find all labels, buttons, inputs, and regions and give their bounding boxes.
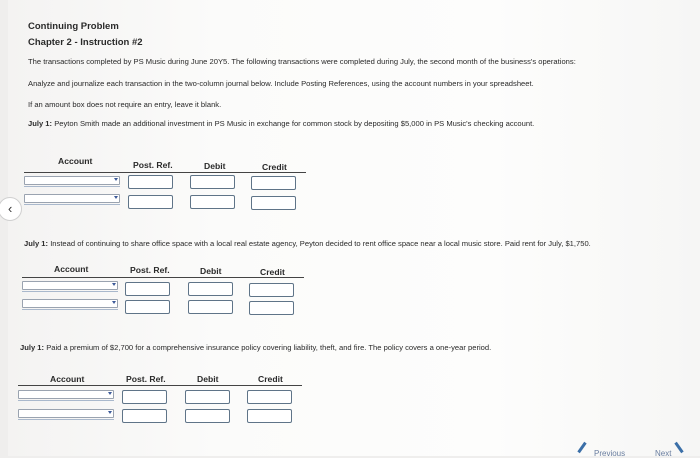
journal-3-row-2-account-select[interactable]: [18, 409, 114, 418]
column-header-debit: Debit: [197, 374, 219, 384]
journal-3-row-1-line: [18, 400, 114, 401]
journal-3-row-2-credit[interactable]: [247, 409, 292, 423]
journal-1-row-2-post-ref[interactable]: [128, 195, 173, 209]
transaction-3-text: July 1: Paid a premium of $2,700 for a comprehensive insurance policy covering liability, theft, and fire. The policy covers a one-year period.: [20, 343, 492, 352]
journal-1-row-2-line: [24, 204, 120, 205]
column-header-post-ref: Post. Ref.: [126, 374, 166, 384]
previous-button[interactable]: Previous: [594, 449, 626, 458]
column-header-account: Account: [54, 264, 89, 274]
journal-1-row-2-credit[interactable]: [251, 196, 296, 210]
chevron-left-icon: ‹: [8, 201, 13, 216]
journal-2-row-1-line: [22, 291, 118, 292]
journal-1-row-1-post-ref[interactable]: [128, 175, 173, 189]
collapse-panel-button[interactable]: [0, 197, 22, 221]
next-arrow-icon: [674, 442, 683, 454]
journal-2-row-1-account-select[interactable]: [22, 281, 118, 290]
column-header-debit: Debit: [204, 161, 226, 171]
journal-1-row-2-account-select[interactable]: [24, 194, 120, 203]
transaction-1-text: July 1: Peyton Smith made an additional investment in PS Music in exchange for common stock by depositing $5,000 in PS Music's checking account.: [28, 119, 535, 128]
journal-2-row-2-line: [22, 309, 118, 310]
journal-2-row-1-post-ref[interactable]: [125, 282, 170, 296]
problem-title: Continuing Problem: [28, 21, 119, 32]
journal-1-row-1-debit[interactable]: [190, 175, 235, 189]
journal-2-row-1-credit[interactable]: [249, 283, 294, 297]
journal-2-row-2-debit[interactable]: [188, 300, 233, 314]
dropdown-arrow-icon: [112, 283, 116, 286]
journal-2-row-2-account-select[interactable]: [22, 299, 118, 308]
journal-3-header-rule: [18, 385, 302, 386]
journal-3-row-2-post-ref[interactable]: [122, 409, 167, 423]
intro-line-3: If an amount box does not require an entry, leave it blank.: [28, 100, 222, 109]
dropdown-arrow-icon: [114, 178, 118, 181]
journal-1-row-1-credit[interactable]: [251, 176, 296, 190]
journal-2-header-rule: [22, 277, 304, 278]
journal-3-row-1-post-ref[interactable]: [122, 390, 167, 404]
journal-2-row-1-debit[interactable]: [188, 282, 233, 296]
column-header-account: Account: [50, 374, 85, 384]
journal-1-row-2-debit[interactable]: [190, 195, 235, 209]
journal-3-row-1-debit[interactable]: [185, 390, 230, 404]
dropdown-arrow-icon: [108, 411, 112, 414]
column-header-credit: Credit: [262, 162, 287, 172]
journal-3-row-1-credit[interactable]: [247, 390, 292, 404]
column-header-post-ref: Post. Ref.: [130, 265, 170, 275]
dropdown-arrow-icon: [114, 196, 118, 199]
journal-3-row-2-line: [18, 419, 114, 420]
problem-subtitle: Chapter 2 - Instruction #2: [28, 37, 143, 48]
column-header-account: Account: [58, 156, 93, 166]
journal-1-row-1-line: [24, 186, 120, 187]
column-header-credit: Credit: [260, 267, 285, 277]
column-header-debit: Debit: [200, 266, 222, 276]
journal-3-row-1-account-select[interactable]: [18, 390, 114, 399]
worksheet: [8, 0, 700, 456]
journal-3-row-2-debit[interactable]: [185, 409, 230, 423]
column-header-post-ref: Post. Ref.: [133, 160, 173, 170]
column-header-credit: Credit: [258, 374, 283, 384]
intro-line-1: The transactions completed by PS Music during June 20Y5. The following transactions were completed during July, the second month of the business's operations:: [28, 57, 576, 66]
dropdown-arrow-icon: [112, 301, 116, 304]
intro-line-2: Analyze and journalize each transaction in the two-column journal below. Include Posting References, using the account numbers in your spreadsheet.: [28, 79, 534, 88]
journal-2-row-2-post-ref[interactable]: [125, 300, 170, 314]
transaction-2-text: July 1: Instead of continuing to share office space with a local real estate agency, Peyton decided to rent office space near a local music store. Paid rent for July, $1,750.: [24, 239, 591, 248]
journal-1-header-rule: [24, 172, 306, 173]
previous-arrow-icon: [577, 442, 586, 454]
next-button[interactable]: Next: [655, 449, 672, 458]
journal-2-row-2-credit[interactable]: [249, 301, 294, 315]
dropdown-arrow-icon: [108, 392, 112, 395]
journal-1-row-1-account-select[interactable]: [24, 176, 120, 185]
